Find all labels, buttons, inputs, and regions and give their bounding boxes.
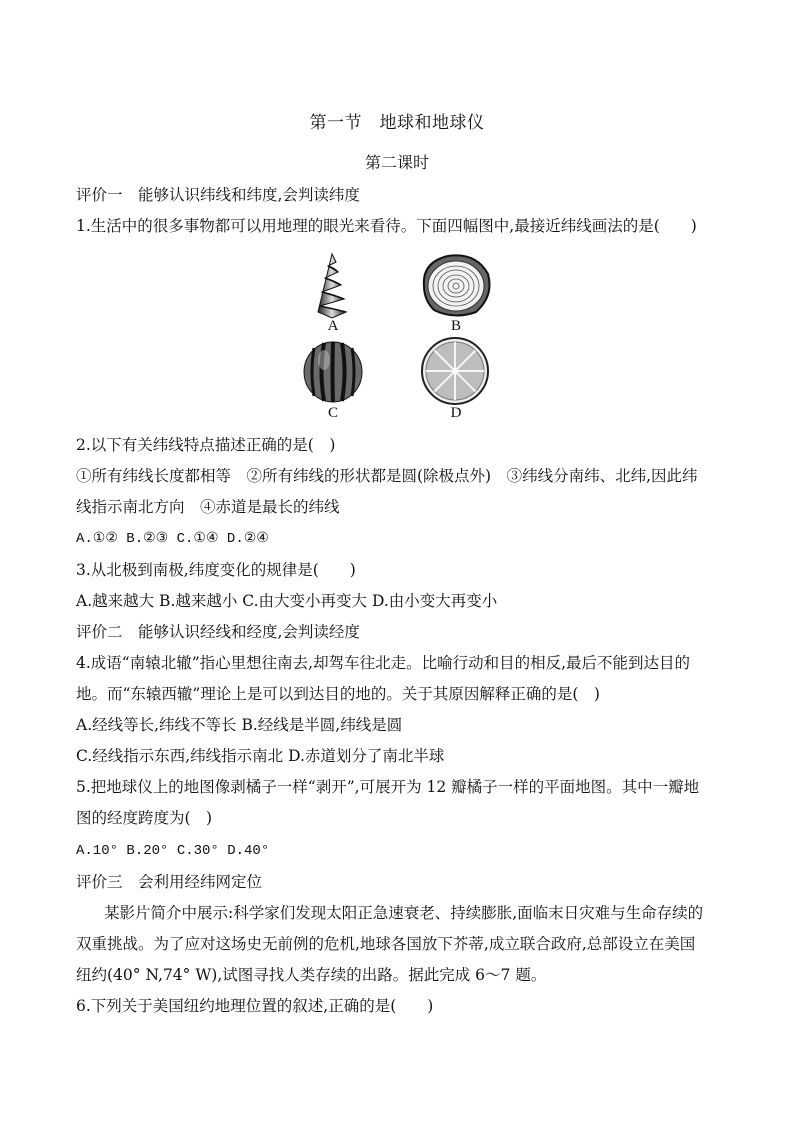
- question-2-statements-line2: 线指示南北方向 ④赤道是最长的纬线: [76, 498, 340, 516]
- question-3-options: A.越来越大 B.越来越小 C.由大变小再变大 D.由小变大再变小: [76, 592, 498, 610]
- figure-b-label: B: [450, 318, 461, 334]
- passage-line3: 纽约(40° N,74° W),试图寻找人类存续的出路。据此完成 6～7 题。: [76, 966, 547, 984]
- page-title: 第一节 地球和地球仪: [309, 113, 485, 133]
- question-5-options: A.10° B.20° C.30° D.40°: [76, 843, 270, 859]
- figure-d-label: D: [450, 405, 462, 421]
- figure-a-label: A: [327, 318, 339, 334]
- passage-line1: 某影片简介中展示:科学家们发现太阳正急速衰老、持续膨胀,面临末日灾难与生命存续的: [104, 904, 704, 922]
- question-5-line2: 图的经度跨度为( ): [76, 809, 213, 827]
- figure-c-watermelon: [302, 338, 364, 404]
- question-4-line1: 4.成语“南辕北辙”指心里想往南去,却驾车往北走。比喻行动和目的相反,最后不能到达目的: [76, 654, 690, 672]
- question-4-options-cd: C.经线指示东西,纬线指示南北 D.赤道划分了南北半球: [76, 747, 445, 765]
- question-3: 3.从北极到南极,纬度变化的规律是( ): [76, 561, 356, 579]
- question-6: 6.下列关于美国纽约地理位置的叙述,正确的是( ): [76, 997, 434, 1015]
- passage-line2: 双重挑战。为了应对这场史无前例的危机,地球各国放下芥蒂,成立联合政府,总部设立在美国: [76, 935, 696, 953]
- question-2-options: A.①② B.②③ C.①④ D.②④: [76, 531, 269, 547]
- question-2-statements-line1: ①所有纬线长度都相等 ②所有纬线的形状都是圆(除极点外) ③纬线分南纬、北纬,因此纬: [76, 467, 698, 485]
- question-4-options-ab: A.经线等长,纬线不等长 B.经线是半圆,纬线是圆: [76, 716, 403, 734]
- section3-heading: 评价三 会利用经纬网定位: [76, 873, 263, 891]
- figure-b-tree-rings: [418, 250, 494, 320]
- question-5-line1: 5.把地球仪上的地图像剥橘子一样“剥开”,可展开为 12 瓣橘子一样的平面地图。其中一瓣地: [76, 778, 700, 796]
- figure-c-label: C: [327, 405, 338, 421]
- question-4-line2: 地。而“东辕西辙”理论上是可以到达目的地的。关于其原因解释正确的是( ): [76, 685, 600, 703]
- page-subtitle: 第二课时: [364, 153, 429, 172]
- figure-a-spiral: [308, 252, 356, 320]
- question-1: 1.生活中的很多事物都可以用地理的眼光来看待。下面四幅图中,最接近纬线画法的是( ): [76, 217, 697, 235]
- section2-heading: 评价二 能够认识经线和经度,会判读经度: [76, 623, 360, 641]
- section1-heading: 评价一 能够认识纬线和纬度,会判读纬度: [76, 186, 360, 204]
- figure-d-orange-slice: [420, 336, 490, 406]
- question-2: 2.以下有关纬线特点描述正确的是( ): [76, 436, 336, 454]
